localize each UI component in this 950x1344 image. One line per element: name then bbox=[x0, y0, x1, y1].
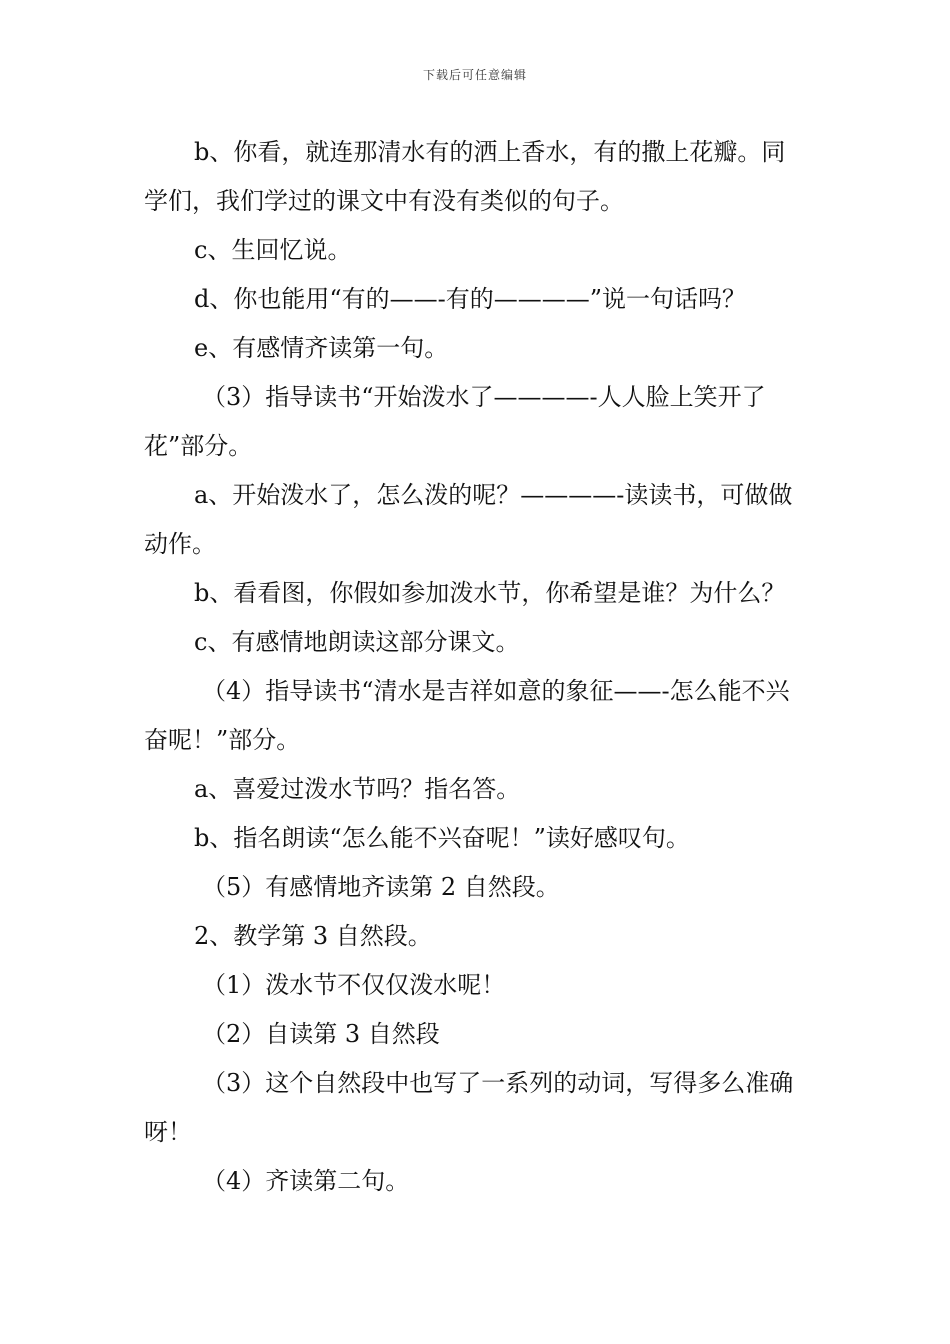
page-header: 下载后可任意编辑 bbox=[422, 68, 527, 82]
paragraph-b-perfume: b、你看，就连那清水有的洒上香水，有的撒上花瓣。同学们，我们学过的课文中有没有类似的句子。 bbox=[144, 138, 786, 215]
paragraph-c-recall: c、生回忆说。 bbox=[194, 236, 352, 264]
paragraph-3-verbs: （3）这个自然段中也写了一系列的动词，写得多么准确呀！ bbox=[144, 1069, 794, 1146]
paragraph-e-read-first: e、有感情齐读第一句。 bbox=[194, 334, 449, 362]
paragraph-a-like: a、喜爱过泼水节吗？指名答。 bbox=[194, 775, 521, 803]
paragraph-a-splash: a、开始泼水了，怎么泼的呢？————-读读书，可做做动作。 bbox=[144, 481, 793, 558]
paragraph-d-sentence: d、你也能用“有的——-有的————”说一句话吗？ bbox=[194, 285, 747, 313]
paragraph-3-guide-reading: （3）指导读书“开始泼水了————-人人脸上笑开了花”部分。 bbox=[144, 383, 766, 460]
paragraph-5-read-together: （5）有感情地齐读第 2 自然段。 bbox=[202, 873, 560, 901]
paragraph-4-read-second: （4）齐读第二句。 bbox=[202, 1167, 410, 1195]
paragraph-1-not-only: （1）泼水节不仅仅泼水呢！ bbox=[202, 971, 506, 999]
document-body bbox=[144, 128, 809, 1206]
paragraph-2-self-read: （2）自读第 3 自然段 bbox=[202, 1020, 440, 1048]
paragraph-2-teach: 2、教学第 3 自然段。 bbox=[194, 922, 432, 950]
paragraph-4-guide-reading: （4）指导读书“清水是吉祥如意的象征——-怎么能不兴奋呢！”部分。 bbox=[144, 677, 790, 754]
paragraph-c-read-aloud: c、有感情地朗读这部分课文。 bbox=[194, 628, 520, 656]
paragraph-b-picture: b、看看图，你假如参加泼水节，你希望是谁？为什么？ bbox=[194, 579, 786, 607]
paragraph-b-exclaim: b、指名朗读“怎么能不兴奋呢！”读好感叹句。 bbox=[194, 824, 690, 852]
